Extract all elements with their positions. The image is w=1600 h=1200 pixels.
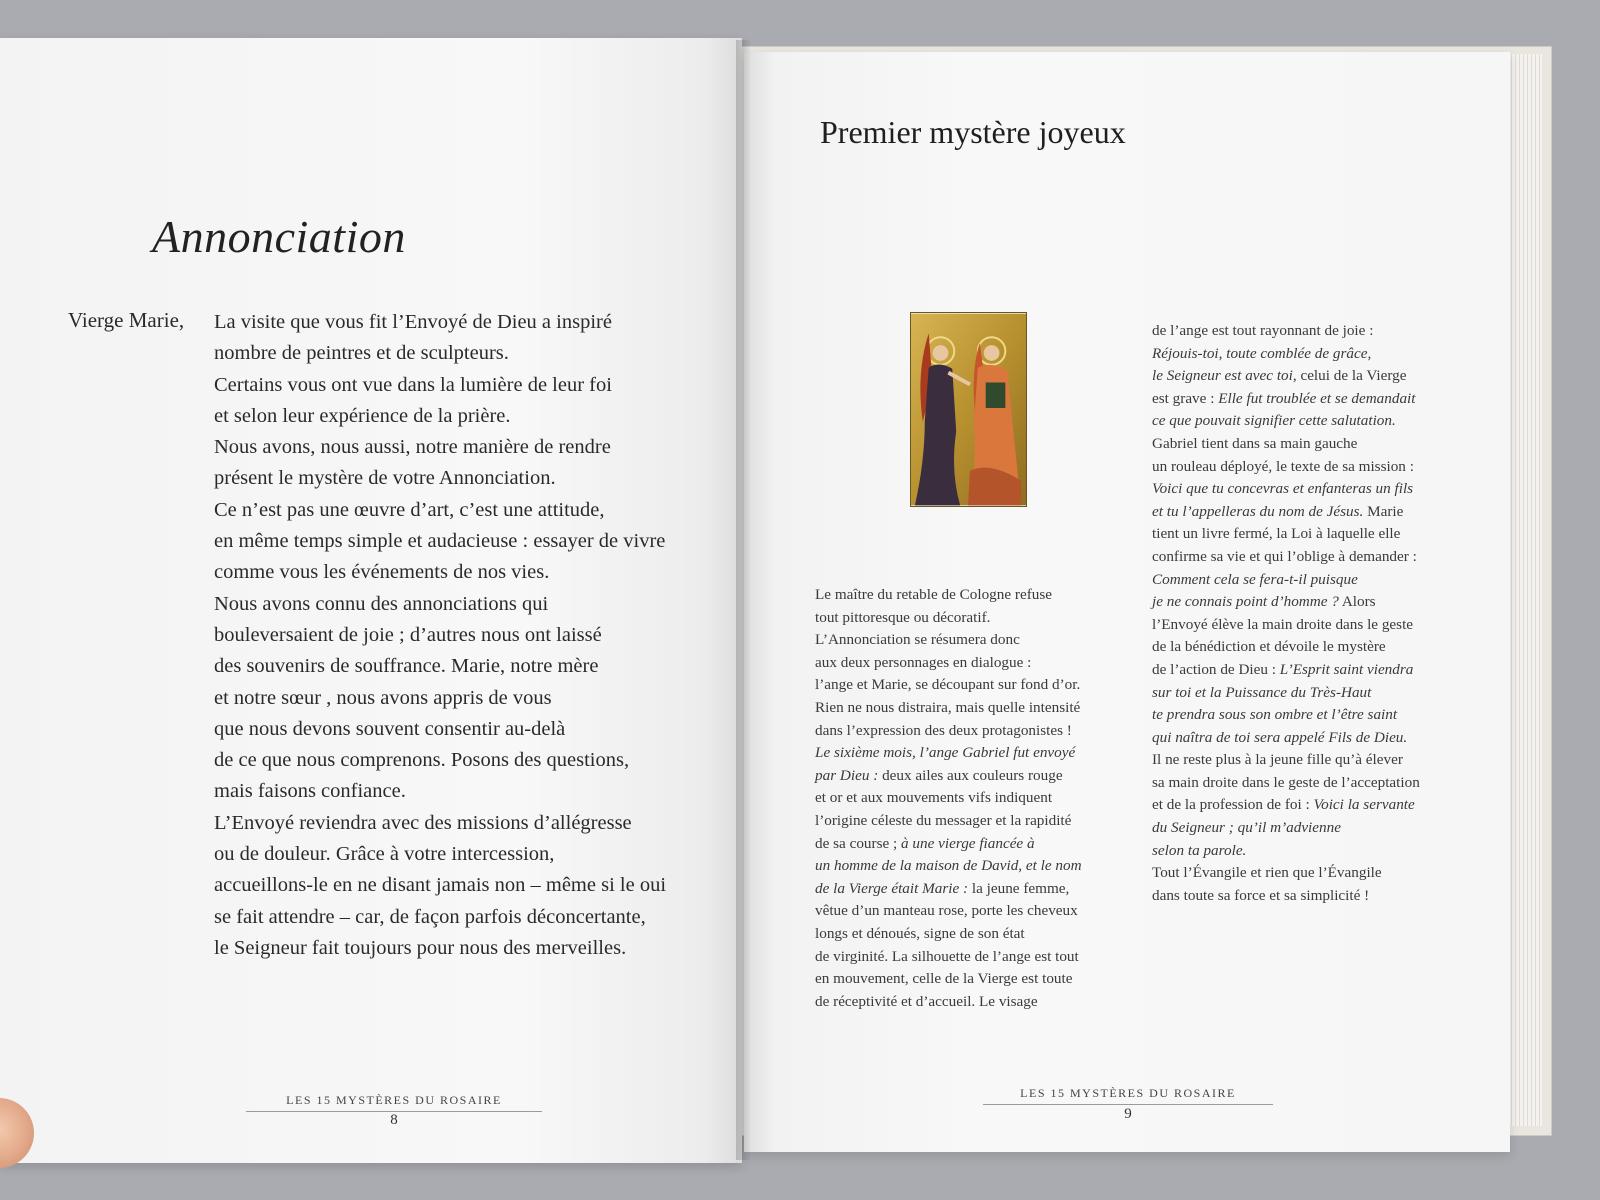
prayer-line: des souvenirs de souffrance. Marie, notre mère [214, 655, 599, 678]
commentary-text: la jeune femme, [968, 879, 1070, 897]
commentary-text: Il ne reste plus à la jeune fille qu’à élever [1152, 751, 1403, 769]
prayer-line: le Seigneur fait toujours pour nous des merveilles. [214, 936, 627, 959]
commentary-text: de l’action de Dieu : [1152, 660, 1280, 678]
running-head-right: LES 15 MYSTÈRES DU ROSAIRE [983, 1086, 1273, 1105]
commentary-line [1152, 343, 1452, 366]
commentary-text: tient un livre fermé, la Loi à laquelle elle [1152, 525, 1401, 543]
prayer-line: présent le mystère de votre Annonciation. [214, 467, 556, 490]
commentary-line [1152, 320, 1452, 343]
scripture-quote: L’Esprit saint viendra [1279, 660, 1414, 678]
commentary-line [815, 991, 1135, 1014]
commentary-line [1152, 569, 1452, 592]
commentary-line [815, 742, 1135, 765]
running-head-left: LES 15 MYSTÈRES DU ROSAIRE [246, 1093, 542, 1112]
commentary-line [815, 810, 1135, 833]
commentary-line [815, 855, 1135, 878]
commentary-line [1152, 817, 1452, 840]
commentary-text: celui de la Vierge [1296, 367, 1407, 385]
commentary-line [1152, 704, 1452, 727]
page-number-right: 9 [1124, 1106, 1132, 1122]
commentary-line [1152, 433, 1452, 456]
commentary-line [1152, 365, 1452, 388]
mystery-title: Premier mystère joyeux [820, 114, 1126, 150]
prayer-line: nombre de peintres et de sculpteurs. [214, 342, 509, 365]
commentary-text: Marie [1363, 502, 1404, 520]
commentary-text: dans l’expression des deux protagonistes ! [815, 721, 1072, 739]
commentary-line [1152, 456, 1452, 479]
prayer-line: de ce que nous comprenons. Posons des questions, [214, 749, 630, 772]
commentary-line [815, 765, 1135, 788]
scripture-quote: qui naîtra de toi sera appelé Fils de Dieu. [1152, 728, 1408, 746]
commentary-text: confirme sa vie et qui l’oblige à demander : [1152, 547, 1417, 565]
scripture-quote: par Dieu : [815, 766, 879, 784]
commentary-line [815, 674, 1135, 697]
prayer-addressee: Vierge Marie, [68, 308, 185, 332]
commentary-text: de l’ange est tout rayonnant de joie : [1152, 322, 1374, 339]
commentary-text: longs et dénoués, signe de son état [815, 924, 1025, 942]
scripture-quote: te prendra sous son ombre et l’être saint [1152, 706, 1398, 724]
commentary-text: est grave : [1152, 389, 1219, 407]
commentary-line [815, 787, 1135, 810]
commentary-line [1152, 727, 1452, 750]
commentary-line [1152, 501, 1452, 524]
prayer-line: et notre sœur , nous avons appris de vous [214, 686, 552, 709]
commentary-line [815, 833, 1135, 856]
commentary-line [1152, 546, 1452, 569]
commentary-text: l’origine céleste du messager et la rapidité [815, 811, 1072, 829]
prayer-line: Ce n’est pas une œuvre d’art, c’est une attitude, [214, 498, 605, 521]
book-gutter [736, 40, 750, 1160]
commentary-text: de virginité. La silhouette de l’ange est tout [815, 947, 1079, 965]
commentary-text: de réceptivité et d’accueil. Le visage [815, 992, 1038, 1010]
scripture-quote: sur toi et la Puissance du Très-Haut [1152, 683, 1372, 701]
commentary-text: Tout l’Évangile et rien que l’Évangile [1152, 864, 1382, 882]
commentary-text: Alors [1338, 593, 1376, 611]
commentary-text: dans toute sa force et sa simplicité ! [1152, 886, 1370, 904]
commentary-text: aux deux personnages en dialogue : [815, 653, 1032, 671]
commentary-text: de la bénédiction et dévoile le mystère [1152, 638, 1386, 656]
commentary-line [1152, 749, 1452, 772]
commentary-line [1152, 591, 1452, 614]
chapter-title: Annonciation [152, 211, 406, 262]
commentary-line [1152, 682, 1452, 705]
scripture-quote: et tu l’appelleras du nom de Jésus. [1152, 502, 1364, 520]
commentary-text: l’ange et Marie, se découpant sur fond d’or. [815, 676, 1081, 694]
commentary-text: vêtue d’un manteau rose, porte les cheveux [815, 902, 1078, 920]
prayer-line: accueillons-le en ne disant jamais non – même si le oui [214, 874, 667, 897]
commentary-line [1152, 885, 1452, 908]
commentary-text: sa main droite dans le geste de l’acceptation [1152, 773, 1420, 791]
prayer-line: Certains vous ont vue dans la lumière de leur foi [214, 373, 612, 396]
prayer-text [214, 307, 714, 964]
commentary-line [815, 607, 1135, 630]
scripture-quote: Comment cela se fera-t-il puisque [1152, 570, 1358, 588]
commentary-line [1152, 478, 1452, 501]
scripture-quote: je ne connais point d’homme ? [1152, 593, 1339, 611]
page-number-left: 8 [390, 1112, 398, 1128]
prayer-line: L’Envoyé reviendra avec des missions d’allégresse [214, 811, 632, 834]
scripture-quote: de la Vierge était Marie : [815, 879, 969, 897]
scripture-quote: selon ta parole. [1152, 841, 1247, 859]
prayer-line: ou de douleur. Grâce à votre intercession, [214, 843, 555, 866]
prayer-line: Nous avons connu des annonciations qui [214, 592, 549, 615]
commentary-line [1152, 523, 1452, 546]
commentary-text: Gabriel tient dans sa main gauche [1152, 434, 1358, 452]
commentary-line [815, 629, 1135, 652]
commentary-text: l’Envoyé élève la main droite dans le geste [1152, 615, 1414, 633]
commentary-line [815, 697, 1135, 720]
scripture-quote: un homme de la maison de David, et le nom [815, 857, 1082, 875]
commentary-line [1152, 794, 1452, 817]
commentary-line [815, 923, 1135, 946]
commentary-line [1152, 659, 1452, 682]
commentary-line [1152, 410, 1452, 433]
commentary-column-left [815, 584, 1135, 1013]
commentary-text: Le maître du retable de Cologne refuse [815, 586, 1052, 603]
commentary-text: Rien ne nous distraira, mais quelle intensité [815, 698, 1081, 716]
commentary-text: et or et aux mouvements vifs indiquent [815, 789, 1053, 807]
prayer-line: bouleversaient de joie ; d’autres nous ont laissé [214, 623, 602, 646]
scripture-quote: Voici la servante [1313, 796, 1415, 814]
prayer-line: Nous avons, nous aussi, notre manière de rendre [214, 436, 611, 459]
scripture-quote: du Seigneur ; qu’il m’advienne [1152, 819, 1341, 837]
commentary-text: un rouleau déployé, le texte de sa mission : [1152, 457, 1414, 475]
commentary-text: tout pittoresque ou décoratif. [815, 608, 991, 626]
scripture-quote: Voici que tu concevras et enfanteras un fils [1152, 480, 1414, 498]
commentary-text: L’Annonciation se résumera donc [815, 631, 1020, 649]
commentary-line [815, 652, 1135, 675]
commentary-text: en mouvement, celle de la Vierge est toute [815, 970, 1073, 988]
commentary-line [1152, 636, 1452, 659]
prayer-line: que nous devons souvent consentir au-delà [214, 717, 566, 740]
prayer-line: mais faisons confiance. [214, 780, 406, 803]
commentary-line [815, 720, 1135, 743]
commentary-text: deux ailes aux couleurs rouge [878, 766, 1063, 784]
scripture-quote: Le sixième mois, l’ange Gabriel fut envoyé [815, 744, 1076, 762]
commentary-line [1152, 840, 1452, 863]
scripture-quote: Réjouis-toi, toute comblée de grâce, [1152, 344, 1372, 362]
commentary-column-right [1152, 320, 1452, 907]
scripture-quote: à une vierge fiancée à [901, 834, 1035, 852]
commentary-line [1152, 388, 1452, 411]
prayer-line: La visite que vous fit l’Envoyé de Dieu a inspiré [214, 311, 612, 333]
scripture-quote: ce que pouvait signifier cette salutation. [1152, 412, 1396, 430]
scripture-quote: le Seigneur est avec toi, [1152, 367, 1297, 385]
commentary-text: et de la profession de foi : [1152, 796, 1314, 814]
commentary-line [1152, 862, 1452, 885]
prayer-line: se fait attendre – car, de façon parfois déconcertante, [214, 905, 646, 928]
annunciation-painting [910, 312, 1027, 507]
commentary-line [815, 900, 1135, 923]
prayer-line: comme vous les événements de nos vies. [214, 561, 550, 584]
commentary-line [815, 878, 1135, 901]
commentary-line [815, 946, 1135, 969]
commentary-line [1152, 614, 1452, 637]
scripture-quote: Elle fut troublée et se demandait [1218, 389, 1416, 407]
prayer-line: en même temps simple et audacieuse : essayer de vivre [214, 530, 666, 553]
commentary-line [815, 584, 1135, 607]
commentary-text: de sa course ; [815, 834, 902, 852]
commentary-line [1152, 772, 1452, 795]
commentary-line [815, 968, 1135, 991]
prayer-line: et selon leur expérience de la prière. [214, 404, 511, 427]
